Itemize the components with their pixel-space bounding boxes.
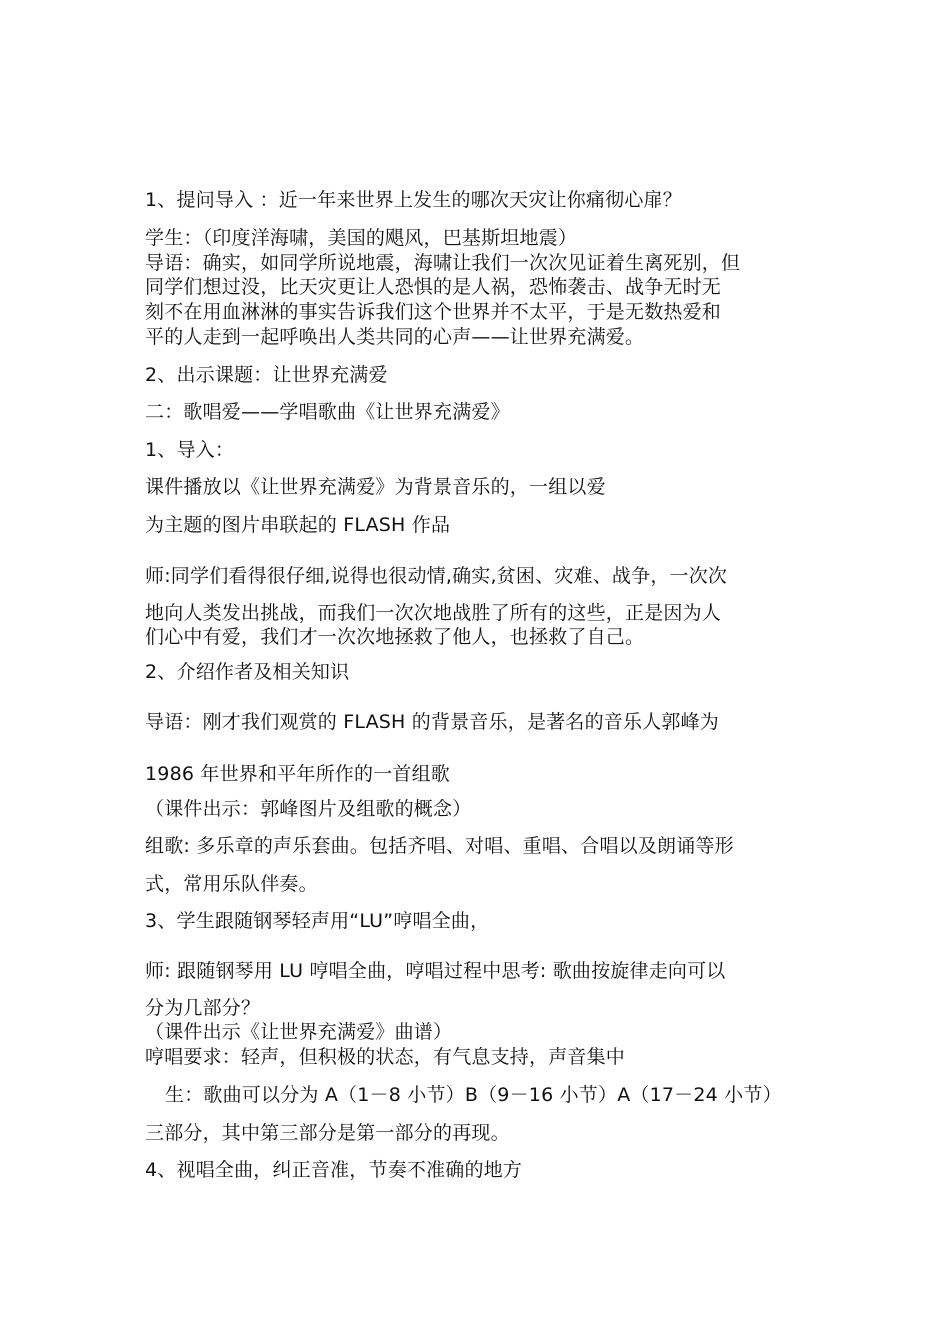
paragraph-line: 导语：确实，如同学所说地震，海啸让我们一次次见证着生离死别，但 bbox=[145, 252, 741, 274]
paragraph-line: 2、介绍作者及相关知识 bbox=[145, 661, 350, 683]
paragraph-line: 组歌: 多乐章的声乐套曲。包括齐唱、对唱、重唱、合唱以及朗诵等形 bbox=[145, 835, 734, 857]
paragraph-line: 生：歌曲可以分为 A（1－8 小节）B（9－16 小节）A（17－24 小节） bbox=[165, 1084, 782, 1106]
paragraph-line: 平的人走到一起呼唤出人类共同的心声——让世界充满爱。 bbox=[145, 326, 645, 348]
paragraph-line: 课件播放以《让世界充满爱》为背景音乐的，一组以爱 bbox=[145, 476, 606, 498]
paragraph-line: 地向人类发出挑战，而我们一次次地战胜了所有的这些，正是因为人 bbox=[145, 602, 722, 624]
paragraph-line: 们心中有爱，我们才一次次地拯救了他人，也拯救了自己。 bbox=[145, 626, 645, 648]
paragraph-line: （课件出示：郭峰图片及组歌的概念） bbox=[145, 798, 472, 820]
paragraph-line: 哼唱要求：轻声，但积极的状态，有气息支持，声音集中 bbox=[145, 1046, 626, 1068]
paragraph-line: 式，常用乐队伴奏。 bbox=[145, 873, 318, 895]
paragraph-line: 2、出示课题：让世界充满爱 bbox=[145, 364, 388, 386]
paragraph-line: 为主题的图片串联起的 FLASH 作品 bbox=[145, 514, 451, 536]
paragraph-line: 1986 年世界和平年所作的一首组歌 bbox=[145, 763, 450, 785]
paragraph-line: 师:同学们看得很仔细,说得也很动情,确实,贫困、灾难、战争，一次次 bbox=[145, 565, 728, 587]
paragraph-line: 3、学生跟随钢琴轻声用“LU”哼唱全曲， bbox=[145, 910, 490, 932]
paragraph-line: 4、视唱全曲，纠正音准，节奏不准确的地方 bbox=[145, 1159, 523, 1181]
paragraph-line: 刻不在用血淋淋的事实告诉我们这个世界并不太平，于是无数热爱和 bbox=[145, 301, 722, 323]
paragraph-line: 学生：（印度洋海啸，美国的飓风，巴基斯坦地震） bbox=[145, 227, 578, 249]
paragraph-line: 导语：刚才我们观赏的 FLASH 的背景音乐，是著名的音乐人郭峰为 bbox=[145, 711, 719, 733]
paragraph-line: 1、提问导入 ：近一年来世界上发生的哪次天灾让你痛彻心扉？ bbox=[145, 189, 682, 211]
paragraph-line: （课件出示《让世界充满爱》曲谱） bbox=[145, 1021, 453, 1043]
section-heading: 二：歌唱爱——学唱歌曲《让世界充满爱》 bbox=[145, 401, 510, 423]
paragraph-line: 师: 跟随钢琴用 LU 哼唱全曲，哼唱过程中思考: 歌曲按旋律走向可以 bbox=[145, 960, 726, 982]
paragraph-line: 分为几部分？ bbox=[145, 997, 261, 1019]
paragraph-line: 1、导入： bbox=[145, 439, 235, 461]
paragraph-line: 同学们想过没，比天灾更让人恐惧的是人祸，恐怖袭击、战争无时无 bbox=[145, 276, 722, 298]
paragraph-line: 三部分，其中第三部分是第一部分的再现。 bbox=[145, 1122, 510, 1144]
